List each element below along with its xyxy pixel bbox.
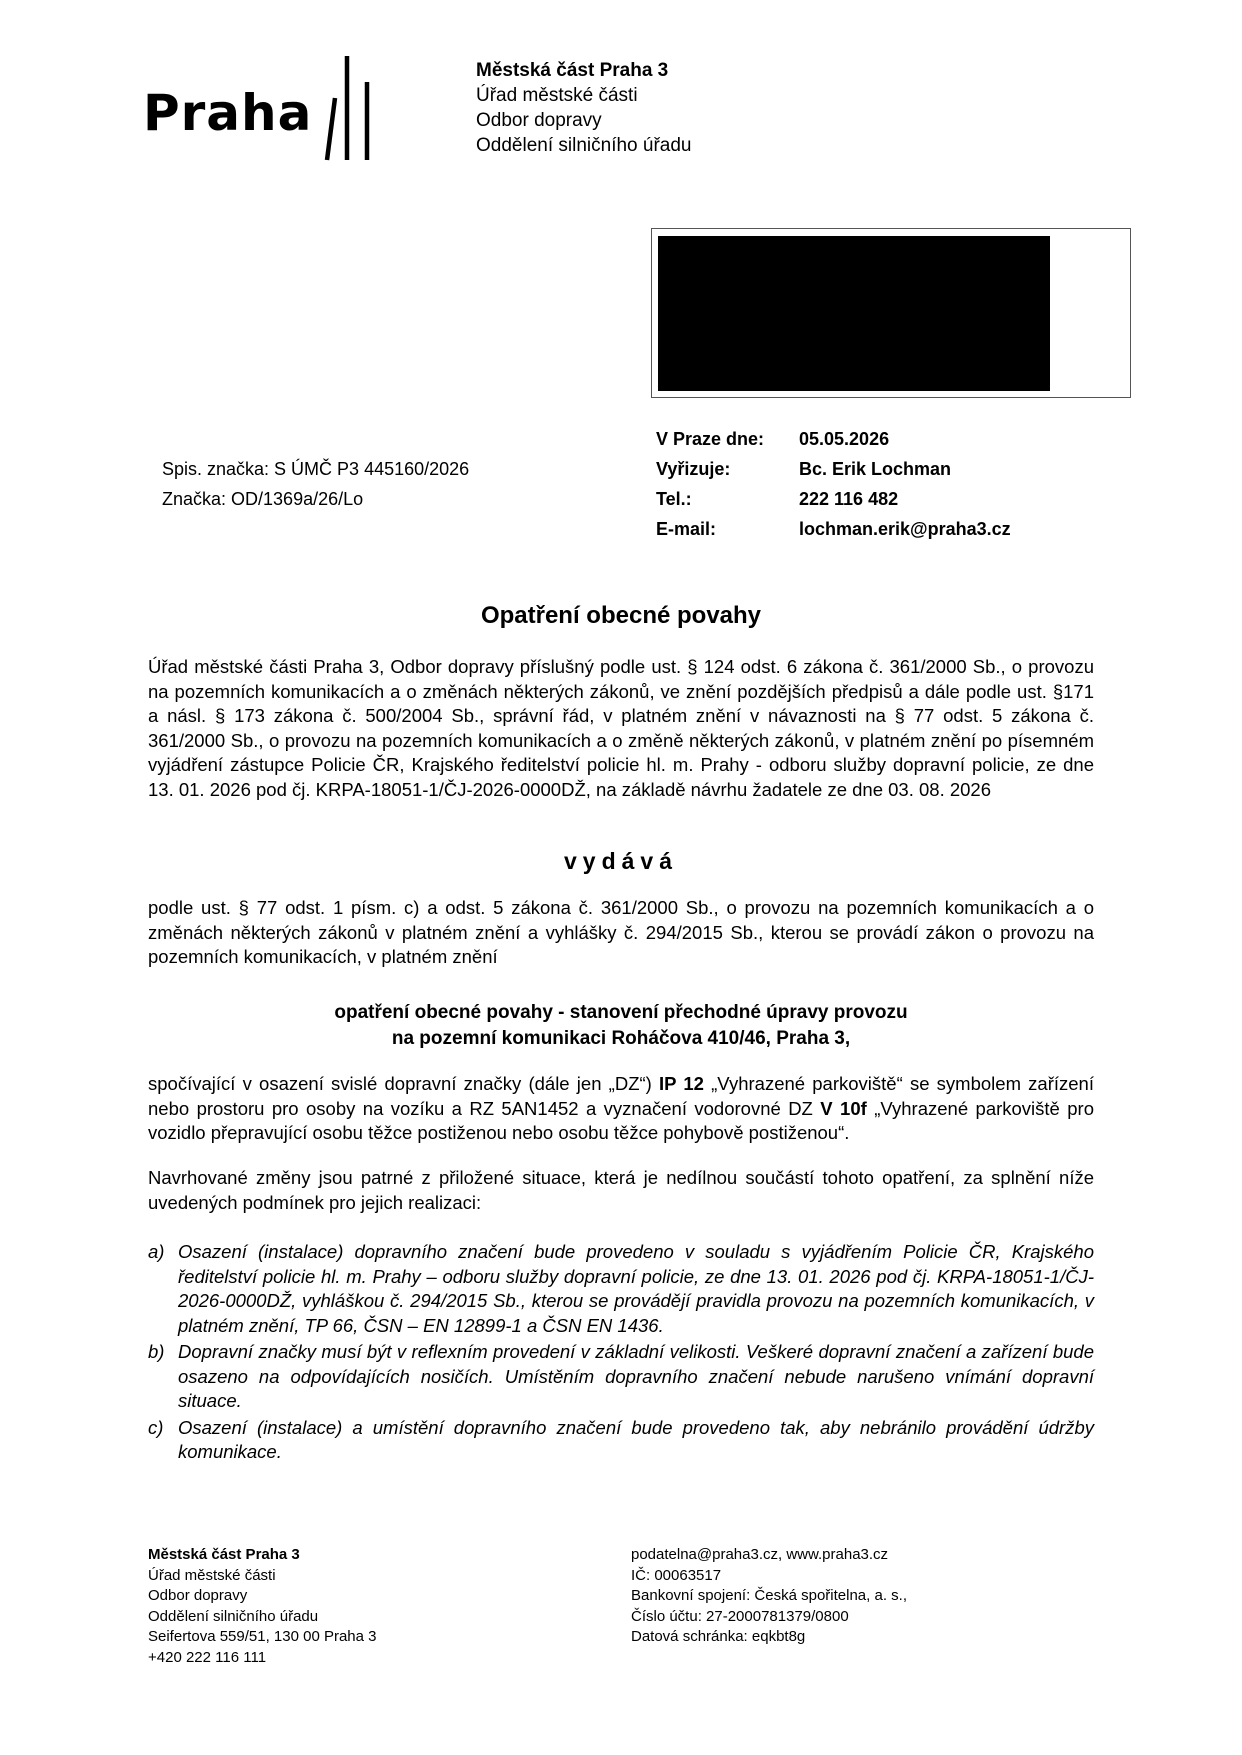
- measure-description: [148, 1072, 1094, 1146]
- praha-logo-text: Praha: [143, 84, 313, 142]
- condition-text: Osazení (instalace) a umístění dopravního značení bude provedeno tak, aby nebránilo provádění údržby komunikace.: [178, 1416, 1094, 1462]
- org-header: [476, 58, 691, 158]
- intro-paragraph: Úřad městské části Praha 3, Odbor dopravy příslušný podle ust. § 124 odst. 6 zákona č. 361/2000 Sb., o provozu na pozemních komunikacích a o změnách některých zákonů, ve znění pozdějších předpisů a dále podle ust. §171 a násl. § 173 zákona č. 500/2004 Sb., správní řád, v platném znění v návaznosti na § 77 odst. 5 zákona č. 361/2000 Sb., o provozu na pozemních komunikacích a o změně některých zákonů, v platném znění po písemném vyjádření zástupce Policie ČR, Krajského ředitelství policie hl. m. Prahy - odboru služby dopravní policie, ze dne 13. 01. 2026 pod čj. KRPA-18051-1/ČJ-2026-0000DŽ, na základě návrhu žadatele ze dne 03. 08. 2026: [148, 656, 1094, 800]
- meta-value: 222 116 482: [799, 489, 899, 509]
- org-section: Oddělení silničního úřadu: [476, 135, 692, 156]
- footer-office: Úřad městské části: [148, 1566, 276, 1584]
- condition-marker: a): [148, 1241, 165, 1262]
- footer-web: podatelna@praha3.cz, www.praha3.cz: [631, 1546, 889, 1563]
- condition-text: Dopravní značky musí být v reflexním provedení v základní velikosti. Veškeré dopravní značení a zařízení bude osazeno na odpovídajících nosičích. Umístěním dopravního značení nebude narušeno vnímání dopravní situace.: [178, 1341, 1094, 1411]
- footer-address: [148, 1545, 377, 1668]
- footer-bank: Bankovní spojení: Česká spořitelna, a. s.,: [631, 1587, 907, 1604]
- legal-basis-paragraph: podle ust. § 77 odst. 1 písm. c) a odst. 5 zákona č. 361/2000 Sb., o provozu na pozemních komunikacích a o změnách některých zákonů v platném znění a vyhlášky č. 294/2015 Sb., kterou se provádí zákon o provozu na pozemních komunikacích, v platném znění: [148, 897, 1094, 967]
- meta-label: Tel.:: [656, 489, 692, 509]
- meta-label: E-mail:: [656, 519, 717, 539]
- meta-phone: [656, 484, 1011, 514]
- meta-value: lochman.erik@praha3.cz: [799, 519, 1011, 539]
- reference-block: [162, 454, 469, 514]
- footer-department: Odbor dopravy: [148, 1587, 248, 1604]
- footer-street: Seifertova 559/51, 130 00 Praha 3: [148, 1628, 377, 1645]
- condition-text: Osazení (instalace) dopravního značení bude provedeno v souladu s vyjádřením Policie ČR, Krajského ředitelství policie hl. m. Prahy – odboru služby dopravní policie, ze dne 13. 01. 2026 pod čj. KRPA-18051-1/ČJ-2026-0000DŽ, vyhláškou č. 294/2015 Sb., kterou se provádějí pravidla provozu na pozemních komunikacích, v platném znění, TP 66, ČSN – EN 12899-1 a ČSN EN 1436.: [178, 1241, 1094, 1336]
- praha-logo-mark: [317, 52, 387, 164]
- sign-code-ip12: IP 12: [659, 1073, 704, 1094]
- meta-value: Bc. Erik Lochman: [799, 459, 952, 479]
- meta-label: Vyřizuje:: [656, 459, 731, 479]
- measure-text-2: „Vyhrazené parkoviště“ se symbolem zařízení nebo prostoru pro osoby na vozíku a RZ 5AN1452 a vyznačení vodorovné DZ: [148, 1073, 1094, 1119]
- footer-account: Číslo účtu: 27-2000781379/0800: [631, 1607, 849, 1625]
- meta-date: [656, 424, 1011, 454]
- footer-contact: [631, 1545, 907, 1648]
- meta-value: 05.05.2026: [799, 429, 890, 449]
- conditions-list: [148, 1240, 1094, 1467]
- condition-item: [148, 1240, 1094, 1338]
- condition-marker: c): [148, 1416, 164, 1438]
- meta-email: [656, 514, 1011, 544]
- issues-heading: vydává: [563, 848, 678, 874]
- measure-text-3: „Vyhrazené parkoviště pro vozidlo přepravující osobu těžce postiženou nebo osobu těžce pohybově postiženou“.: [148, 1097, 1094, 1143]
- condition-item: [148, 1416, 1094, 1465]
- footer-section: Oddělení silničního úřadu: [148, 1607, 319, 1625]
- file-reference: Spis. značka: S ÚMČ P3 445160/2026: [162, 459, 470, 479]
- footer-ico: IČ: 00063517: [631, 1566, 722, 1584]
- measure-text-1: spočívající v osazení svislé dopravní značky (dále jen „DZ“): [148, 1073, 660, 1094]
- condition-marker: b): [148, 1341, 165, 1362]
- contact-meta: [656, 424, 1011, 544]
- meta-label: V Praze dne:: [656, 429, 765, 449]
- org-name: Městská část Praha 3: [476, 60, 669, 81]
- org-department: Odbor dopravy: [476, 110, 602, 131]
- org-office: Úřad městské části: [476, 85, 638, 106]
- condition-item: [148, 1340, 1094, 1414]
- subject-heading: [0, 1000, 1242, 1052]
- footer-databox: Datová schránka: eqkbt8g: [631, 1628, 806, 1645]
- proposed-changes-paragraph: Navrhované změny jsou patrné z přiložené situace, která je nedílnou součástí tohoto opatření, za splnění níže uvedených podmínek pro jejich realizaci:: [148, 1167, 1094, 1213]
- redacted-address: [658, 236, 1050, 391]
- subject-line-1: opatření obecné povahy - stanovení přechodné úpravy provozu: [334, 1002, 908, 1023]
- footer-org-name: Městská část Praha 3: [148, 1546, 300, 1563]
- document-reference: Značka: OD/1369a/26/Lo: [162, 489, 364, 509]
- meta-handler: [656, 454, 1011, 484]
- footer-phone: +420 222 116 111: [148, 1648, 267, 1666]
- document-title: Opatření obecné povahy: [480, 602, 762, 629]
- sign-code-v10f: V 10f: [820, 1097, 867, 1119]
- subject-line-2: na pozemní komunikaci Roháčova 410/46, Praha 3,: [391, 1028, 851, 1049]
